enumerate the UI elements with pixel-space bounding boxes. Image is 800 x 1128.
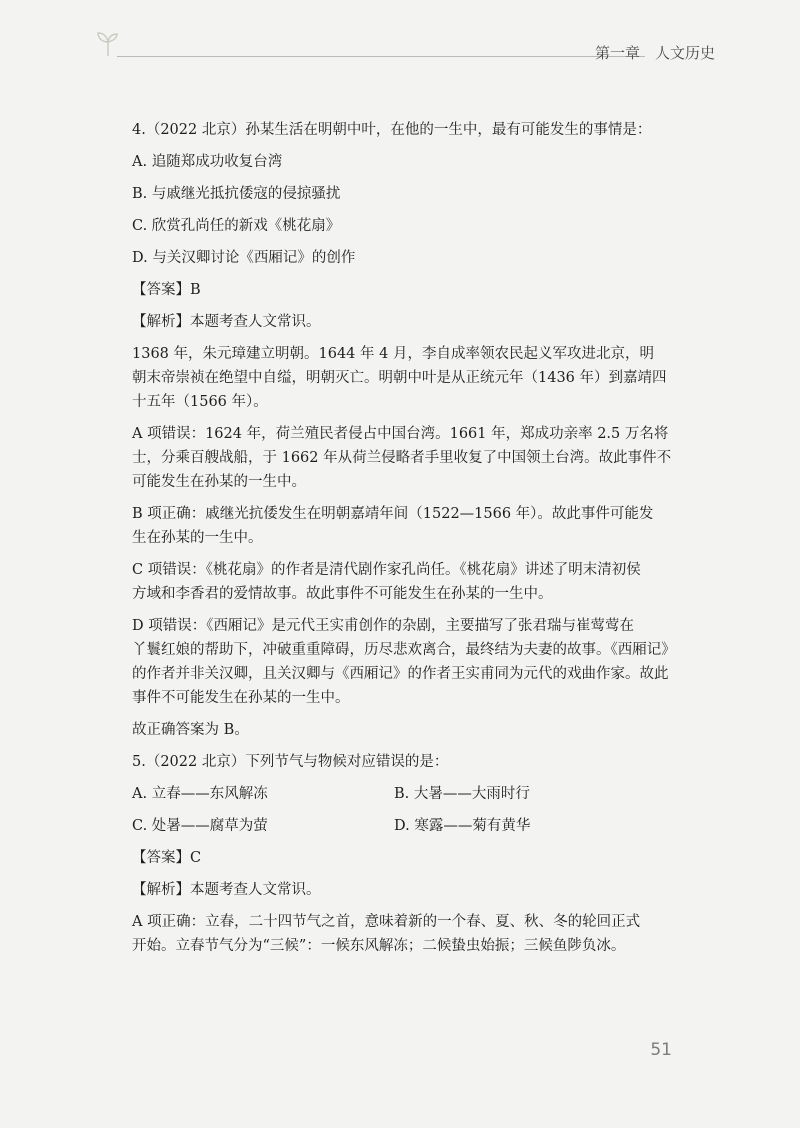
page-header	[95, 30, 715, 70]
header-rule	[117, 56, 645, 57]
question-stem: 5.（2022 北京）下列节气与物候对应错误的是：	[132, 754, 449, 770]
option-a: A. 追随郑成功收复台湾	[132, 154, 283, 170]
paragraph-line: 生在孙某的一生中。	[132, 530, 263, 546]
paragraph-line: 十五年（1566 年）。	[132, 394, 268, 410]
option-d: D. 寒露——菊有黄华	[394, 818, 531, 834]
paragraph-line: B 项正确：戚继光抗倭发生在明朝嘉靖年间（1522—1566 年）。故此事件可能发	[132, 506, 654, 522]
question-stem: 4.（2022 北京）孙某生活在明朝中叶，在他的一生中，最有可能发生的事情是：	[132, 122, 652, 138]
sprout-icon	[95, 30, 121, 58]
question-4	[132, 118, 676, 742]
paragraph-line: 可能发生在孙某的一生中。	[132, 474, 306, 490]
analysis-paragraph	[132, 342, 670, 414]
analysis-paragraph	[132, 558, 670, 606]
analysis-paragraph	[132, 614, 676, 710]
question-5	[132, 750, 670, 958]
paragraph-line: A 项错误：1624 年，荷兰殖民者侵占中国台湾。1661 年，郑成功亲率 2.5 万名将	[132, 426, 669, 442]
paragraph-line: 士，分乘百艘战船，于 1662 年从荷兰侵略者手里收复了中国领土台湾。故此事件不	[132, 450, 672, 466]
paragraph-line: D 项错误：《西厢记》是元代王实甫创作的杂剧，主要描写了张君瑞与崔莺莺在	[132, 618, 634, 634]
option-row	[132, 814, 670, 838]
paragraph-line: 事件不可能发生在孙某的一生中。	[132, 690, 350, 706]
option-c: C. 欣赏孔尚任的新戏《桃花扇》	[132, 218, 341, 234]
option-a: A. 立春——东风解冻	[132, 786, 268, 802]
paragraph-line: 丫鬟红娘的帮助下，冲破重重障碍，历尽悲欢离合，最终结为夫妻的故事。《西厢记》	[132, 642, 676, 658]
page-number: 51	[650, 1040, 672, 1060]
analysis-paragraph	[132, 910, 670, 958]
analysis-title: 【解析】本题考查人文常识。	[132, 882, 321, 898]
answer: 【答案】B	[132, 282, 201, 298]
paragraph-line: 1368 年，朱元璋建立明朝。1644 年 4 月，李自成率领农民起义军攻进北京，明	[132, 346, 654, 362]
paragraph-line: C 项错误：《桃花扇》的作者是清代剧作家孔尚任。《桃花扇》讲述了明末清初侯	[132, 562, 641, 578]
conclusion: 故正确答案为 B。	[132, 722, 249, 738]
analysis-title: 【解析】本题考查人文常识。	[132, 314, 321, 330]
page-content	[132, 118, 676, 958]
paragraph-line: 的作者并非关汉卿，且关汉卿与《西厢记》的作者王实甫同为元代的戏曲作家。故此	[132, 666, 669, 682]
option-b: B. 大暑——大雨时行	[394, 786, 530, 802]
chapter-title: 第一章 人文历史	[594, 44, 715, 62]
option-c: C. 处暑——腐草为萤	[132, 818, 268, 834]
paragraph-line: 开始。立春节气分为“三候”：一候东风解冻；二候蛰虫始振；三候鱼陟负冰。	[132, 938, 626, 954]
option-row	[132, 782, 670, 806]
paragraph-line: 方域和李香君的爱情故事。故此事件不可能发生在孙某的一生中。	[132, 586, 553, 602]
option-b: B. 与戚继光抵抗倭寇的侵掠骚扰	[132, 186, 341, 202]
paragraph-line: A 项正确：立春，二十四节气之首，意味着新的一个春、夏、秋、冬的轮回正式	[132, 914, 641, 930]
analysis-paragraph	[132, 502, 670, 550]
paragraph-line: 朝末帝崇祯在绝望中自缢，明朝灭亡。明朝中叶是从正统元年（1436 年）到嘉靖四	[132, 370, 667, 386]
option-d: D. 与关汉卿讨论《西厢记》的创作	[132, 250, 356, 266]
answer: 【答案】C	[132, 850, 202, 866]
analysis-paragraph	[132, 422, 670, 494]
